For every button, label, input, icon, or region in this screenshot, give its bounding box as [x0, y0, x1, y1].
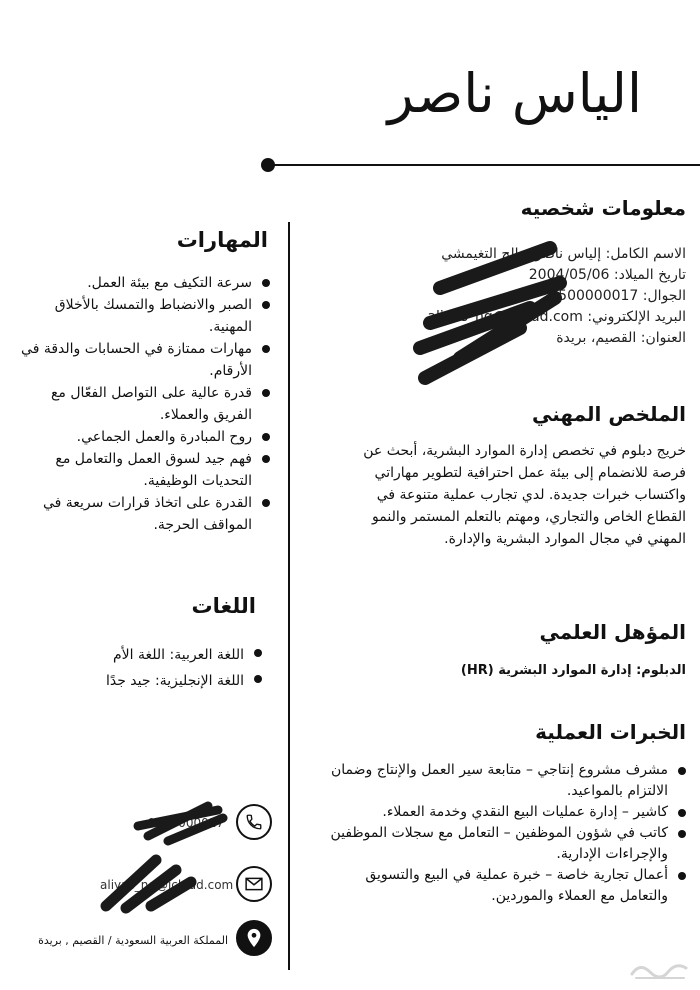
email-line: البريد الإلكتروني: aliyas_ng@icloud.com	[427, 309, 686, 325]
summary-heading: الملخص المهني	[532, 402, 686, 426]
summary-text: خريج دبلوم في تخصص إدارة الموارد البشرية، أبحث عن فرصة للانضمام إلى بيئة عمل احترافية لتطوير مهاراتي واكتساب خبرات جديدة. لدي تجارب عملية متنوعة في القطاع الخاص والتجاري، ومهتم بالتعلم المستمر والنمو المهني في مجال الموارد البشرية والإدارة.	[363, 443, 686, 547]
list-item: مشرف مشروع إنتاجي – متابعة سير العمل والإنتاج وضمان الالتزام بالمواعيد.	[316, 760, 688, 802]
birth-date-line: تاريخ الميلاد: 2004/05/06	[528, 267, 686, 283]
column-divider	[288, 222, 290, 970]
experience-heading: الخبرات العملية	[535, 720, 686, 744]
experience-list	[316, 760, 688, 907]
list-item: روح المبادرة والعمل الجماعي.	[10, 426, 272, 448]
list-item: سرعة التكيف مع بيئة العمل.	[10, 272, 272, 294]
phone-icon	[236, 804, 272, 840]
list-item: أعمال تجارية خاصة – خبرة عملية في البيع والتسويق والتعامل مع العملاء والموردين.	[316, 865, 688, 907]
education-degree: الدبلوم: إدارة الموارد البشرية (HR)	[460, 663, 686, 678]
skills-list	[10, 272, 272, 536]
personal-info-list	[376, 244, 686, 349]
contact-location: المملكة العربية السعودية / القصيم , بريدة	[38, 934, 228, 947]
languages-list	[24, 642, 264, 694]
list-item: قدرة عالية على التواصل الفعّال مع الفريق والعملاء.	[10, 382, 272, 426]
list-item: كاشير – إدارة عمليات البيع النقدي وخدمة العملاء.	[316, 802, 688, 823]
full-name-line: الاسم الكامل: إلياس ناصر صالح التغيمشي	[441, 246, 686, 262]
header-divider	[268, 164, 700, 166]
list-item: اللغة العربية: اللغة الأم	[24, 642, 264, 668]
list-item: الصبر والانضباط والتمسك بالأخلاق المهنية.	[10, 294, 272, 338]
header-divider-dot	[261, 158, 275, 172]
languages-heading: اللغات	[191, 594, 256, 618]
list-item: القدرة على اتخاذ قرارات سريعة في المواقف الحرجة.	[10, 492, 272, 536]
list-item: اللغة الإنجليزية: جيد جدًا	[24, 668, 264, 694]
watermark-logo	[628, 958, 690, 982]
candidate-name: الياس ناصر	[387, 62, 642, 125]
skills-heading: المهارات	[176, 228, 268, 252]
education-heading: المؤهل العلمي	[539, 620, 686, 644]
contact-phone: 0500000017	[147, 816, 224, 830]
list-item: مهارات ممتازة في الحسابات والدقة في الأرقام.	[10, 338, 272, 382]
list-item: فهم جيد لسوق العمل والتعامل مع التحديات الوظيفية.	[10, 448, 272, 492]
mobile-line: الجوال: 0500000017	[549, 288, 686, 304]
list-item: كاتب في شؤون الموظفين – التعامل مع سجلات الموظفين والإجراءات الإدارية.	[316, 823, 688, 865]
address-line: العنوان: القصيم، بريدة	[556, 330, 686, 346]
contact-email: aliyas_ng@icloud.com	[100, 878, 234, 892]
personal-info-heading: معلومات شخصيه	[520, 196, 686, 220]
location-pin-icon	[236, 920, 272, 956]
mail-icon	[236, 866, 272, 902]
